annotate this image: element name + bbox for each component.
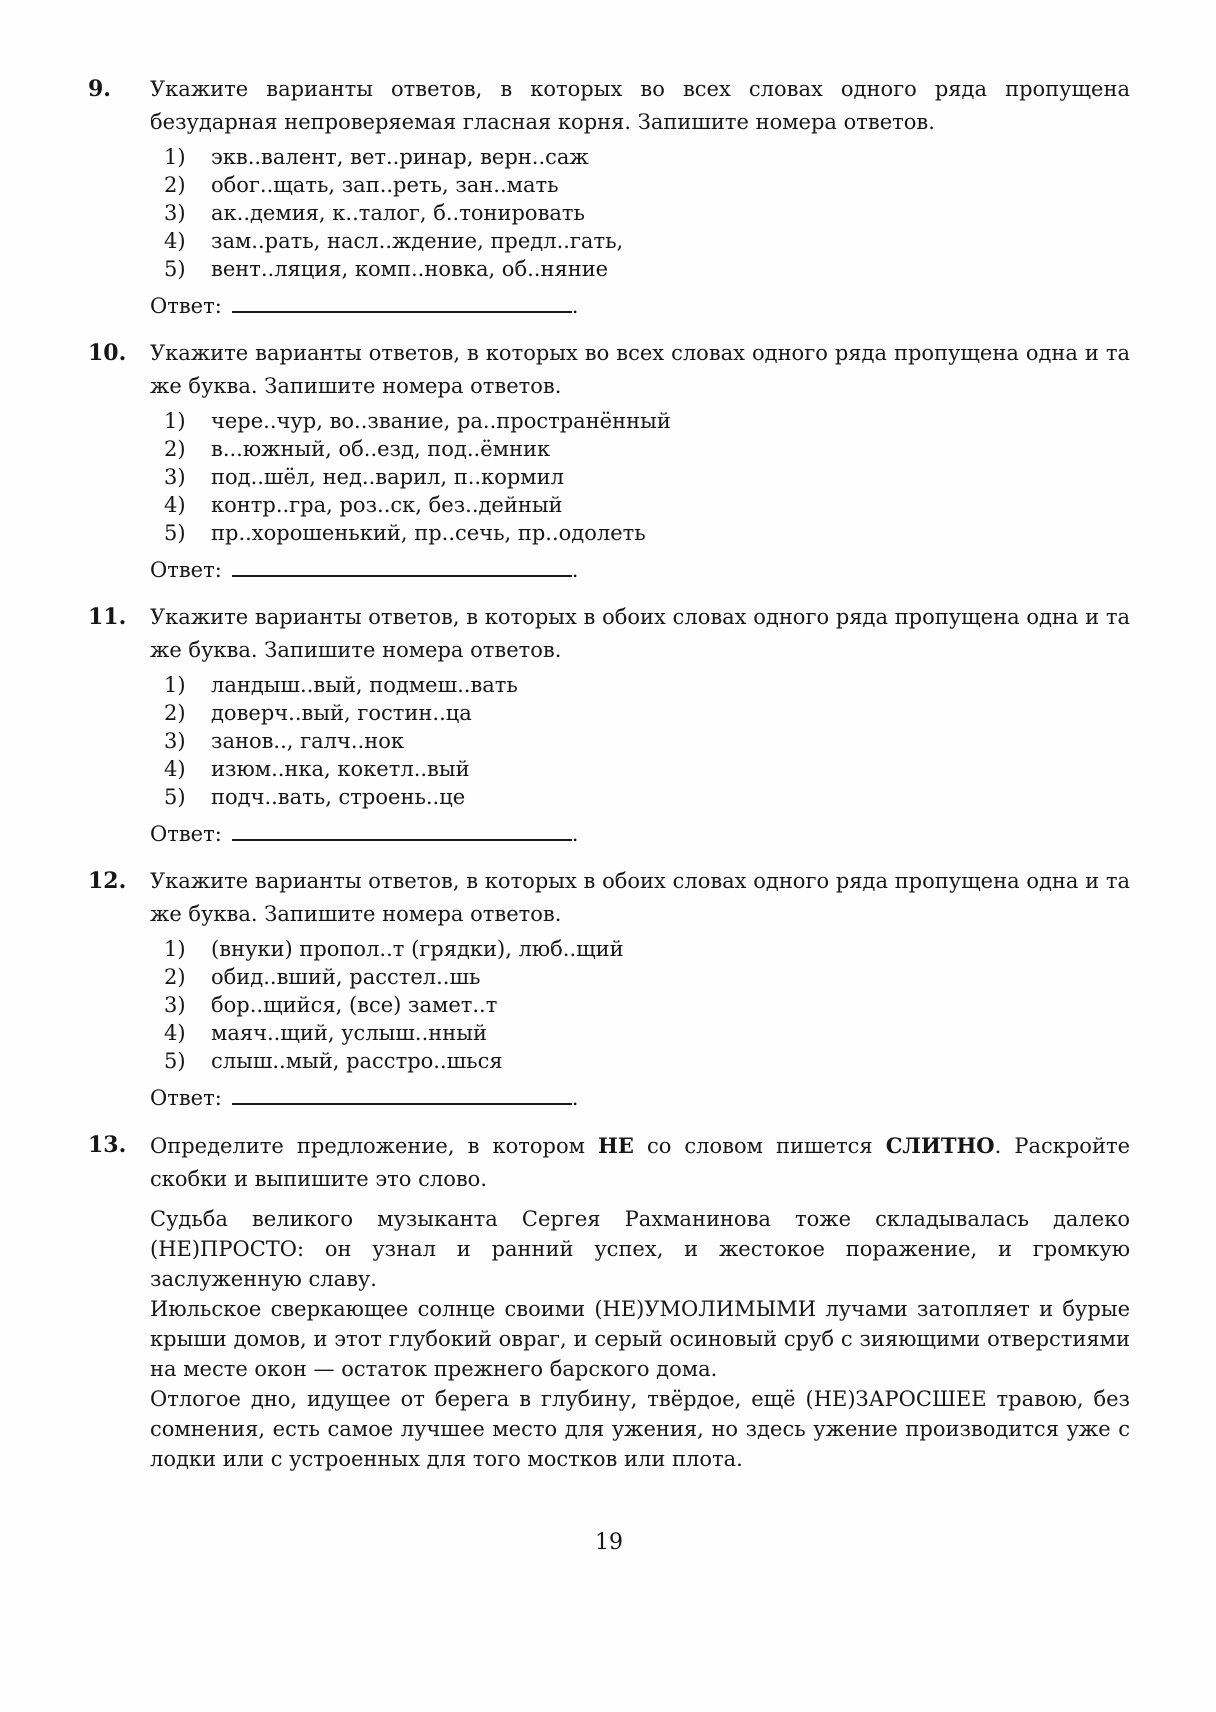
option-text: маяч..щий, услыш..нный	[211, 1021, 487, 1045]
option-number: 2)	[164, 965, 186, 989]
answer-line	[150, 819, 1130, 849]
option-text: пр..хорошенький, пр..сечь, пр..одолеть	[211, 521, 646, 545]
option-text: контр..гра, роз..ск, без..дейный	[211, 493, 563, 517]
option-item	[164, 519, 1130, 547]
option-number: 1)	[164, 937, 186, 961]
answer-label: Ответ:	[150, 1086, 222, 1110]
option-number: 5)	[164, 1049, 186, 1073]
answer-period: .	[571, 294, 579, 318]
option-number: 4)	[164, 493, 186, 517]
option-number: 5)	[164, 785, 186, 809]
question-prompt: Укажите варианты ответов, в которых во всех словах одного ряда пропущена безударная непроверяемая гласная корня. Запишите номера ответов.	[150, 77, 1130, 134]
option-number: 1)	[164, 409, 186, 433]
option-number: 5)	[164, 521, 186, 545]
answer-line	[150, 1083, 1130, 1113]
option-text: бор..щийся, (все) замет..т	[211, 993, 498, 1017]
question-number: 9.	[88, 76, 111, 102]
question-body	[150, 337, 1130, 585]
option-item	[164, 435, 1130, 463]
page-number: 19	[595, 1530, 623, 1555]
prompt-segment: Определите предложение, в котором	[150, 1134, 599, 1158]
option-number: 2)	[164, 437, 186, 461]
option-number: 3)	[164, 729, 186, 753]
question-body	[150, 601, 1130, 849]
question-number: 13.	[88, 1132, 127, 1158]
question-prompt: Укажите варианты ответов, в которых во всех словах одного ряда пропущена одна и та же буква. Запишите номера ответов.	[150, 341, 1130, 398]
option-number: 2)	[164, 701, 186, 725]
prompt-segment: . Раскройте скобки и выпишите это слово.	[150, 1134, 1130, 1191]
option-number: 3)	[164, 201, 186, 225]
answer-line	[150, 291, 1130, 321]
question-10	[88, 337, 1130, 585]
option-number: 4)	[164, 757, 186, 781]
answer-period: .	[571, 1086, 579, 1110]
option-item	[164, 407, 1130, 435]
option-text: вент..ляция, комп..новка, об..няние	[211, 257, 609, 281]
option-item	[164, 227, 1130, 255]
option-text: обид..вший, расстел..шь	[211, 965, 481, 989]
answer-label: Ответ:	[150, 822, 222, 846]
question-12	[88, 865, 1130, 1113]
answer-blank	[232, 306, 572, 313]
answer-blank	[232, 1098, 572, 1105]
option-item	[164, 171, 1130, 199]
option-text: чере..чур, во..звание, ра..пространённый	[211, 409, 671, 433]
passage-paragraph: Судьба великого музыканта Сергея Рахманинова тоже складывалась далеко (НЕ)ПРОСТО: он узнал и ранний успех, и жестокое поражение, и громкую заслуженную славу.	[150, 1207, 1130, 1291]
answer-blank	[232, 570, 572, 577]
option-text: ак..демия, к..талог, б..тонировать	[211, 201, 585, 225]
option-item	[164, 783, 1130, 811]
question-9	[88, 73, 1130, 321]
option-item	[164, 963, 1130, 991]
options-list	[150, 407, 1130, 547]
prompt-segment-bold: НЕ	[598, 1133, 634, 1158]
option-text: доверч..вый, гостин..ца	[211, 701, 472, 725]
option-item	[164, 727, 1130, 755]
answer-label: Ответ:	[150, 294, 222, 318]
option-text: изюм..нка, кокетл..вый	[211, 757, 470, 781]
option-number: 4)	[164, 1021, 186, 1045]
option-text: экв..валент, вет..ринар, верн..саж	[211, 145, 589, 169]
passage	[150, 1204, 1130, 1474]
question-number: 10.	[88, 340, 127, 366]
option-number: 3)	[164, 465, 186, 489]
option-number: 1)	[164, 145, 186, 169]
answer-line	[150, 555, 1130, 585]
option-number: 2)	[164, 173, 186, 197]
option-item	[164, 935, 1130, 963]
option-number: 4)	[164, 229, 186, 253]
option-item	[164, 143, 1130, 171]
question-number: 12.	[88, 868, 127, 894]
option-number: 1)	[164, 673, 186, 697]
question-prompt: Укажите варианты ответов, в которых в обоих словах одного ряда пропущена одна и та же буква. Запишите номера ответов.	[150, 605, 1130, 662]
option-item	[164, 255, 1130, 283]
option-item	[164, 1047, 1130, 1075]
option-item	[164, 699, 1130, 727]
options-list	[150, 671, 1130, 811]
option-number: 5)	[164, 257, 186, 281]
question-number: 11.	[88, 604, 127, 630]
prompt-segment-bold: СЛИТНО	[885, 1133, 995, 1158]
option-item	[164, 491, 1130, 519]
answer-period: .	[571, 558, 579, 582]
option-text: в...южный, об..езд, под..ёмник	[211, 437, 551, 461]
option-text: под..шёл, нед..варил, п..кормил	[211, 465, 564, 489]
question-body	[150, 865, 1130, 1113]
option-text: зам..рать, насл..ждение, предл..гать,	[211, 229, 624, 253]
option-item	[164, 463, 1130, 491]
passage-paragraph: Июльское сверкающее солнце своими (НЕ)УМОЛИМЫМИ лучами затопляет и бурые крыши домов, и этот глубокий овраг, и серый осиновый сруб с зияющими отверстиями на месте окон — остаток прежнего барского дома.	[150, 1297, 1130, 1381]
option-item	[164, 1019, 1130, 1047]
question-prompt: Укажите варианты ответов, в которых в обоих словах одного ряда пропущена одна и та же буква. Запишите номера ответов.	[150, 869, 1130, 926]
option-item	[164, 199, 1130, 227]
prompt-segment: со словом пишется	[633, 1134, 886, 1158]
option-text: обог..щать, зап..реть, зан..мать	[211, 173, 559, 197]
option-text: ландыш..вый, подмеш..вать	[211, 673, 518, 697]
option-item	[164, 671, 1130, 699]
answer-label: Ответ:	[150, 558, 222, 582]
question-body	[150, 1129, 1130, 1474]
option-item	[164, 755, 1130, 783]
option-text: занов.., галч..нок	[211, 729, 404, 753]
answer-blank	[232, 834, 572, 841]
options-list	[150, 935, 1130, 1075]
question-13	[88, 1129, 1130, 1474]
option-item	[164, 991, 1130, 1019]
question-body	[150, 73, 1130, 321]
question-prompt	[150, 1129, 1130, 1196]
option-number: 3)	[164, 993, 186, 1017]
option-text: подч..вать, строень..це	[211, 785, 466, 809]
option-text: слыш..мый, расстро..шься	[211, 1049, 503, 1073]
question-11	[88, 601, 1130, 849]
passage-paragraph: Отлогое дно, идущее от берега в глубину, твёрдое, ещё (НЕ)ЗАРОСШЕЕ травою, без сомнения, есть самое лучшее место для ужения, но здесь ужение производится уже с лодки или с устроенных для того мостков или плота.	[150, 1387, 1130, 1471]
answer-period: .	[571, 822, 579, 846]
options-list	[150, 143, 1130, 283]
option-text: (внуки) пропол..т (грядки), люб..щий	[211, 937, 624, 961]
